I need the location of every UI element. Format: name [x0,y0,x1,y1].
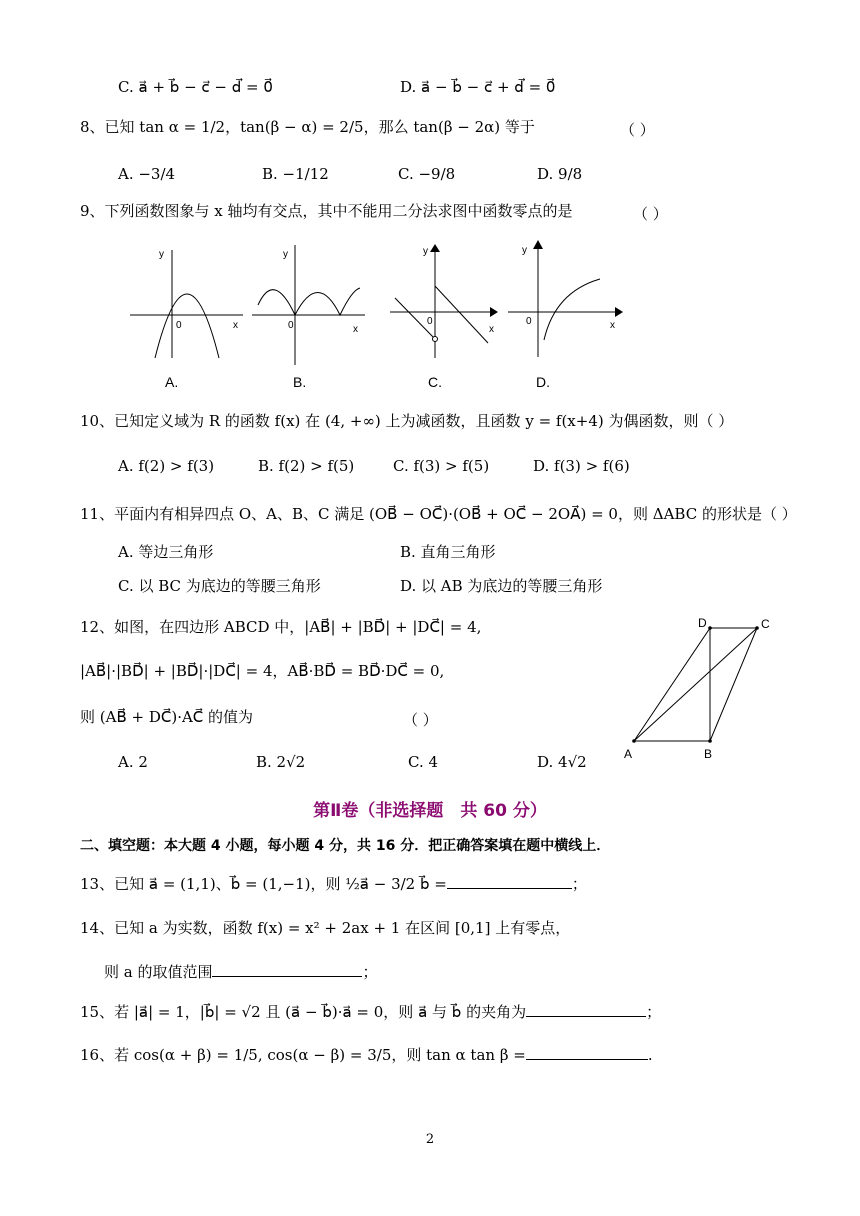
label-b: B [704,747,713,761]
x-axis-label: x [489,324,494,335]
q10-option-c: C. f(3) > f(5) [393,457,490,475]
y-axis-arrow-icon [430,244,440,252]
x-axis-label: x [233,320,238,331]
q9-graph-a-label: A. [165,374,179,390]
point-d [708,626,712,630]
q11-option-b: B. 直角三角形 [400,543,496,561]
q9-graph-b [250,240,370,370]
x-axis-arrow-icon [490,307,498,317]
label-c: C [761,617,770,631]
q14-line2-row [104,962,378,982]
q8-option-d: D. 9/8 [537,165,583,183]
q12-option-d: D. 4√2 [537,753,587,771]
q12-option-a: A. 2 [118,753,148,771]
q14-tail: ； [362,963,378,981]
origin-label: 0 [526,316,532,327]
wave-curve [258,288,360,315]
y-axis-label: y [423,246,428,257]
q9-graph-d-label: D. [536,374,550,390]
q13-answer-blank[interactable] [447,874,572,889]
origin-label: 0 [176,320,182,331]
right-branch [435,286,488,343]
q15-tail: ； [646,1003,662,1021]
q12-line3: 则 (AB⃗ + DC⃗)·AC⃗ 的值为 [80,708,254,726]
q16-line [80,1045,653,1065]
q8-stem: 8、已知 tan α = 1/2，tan(β − α) = 2/5，那么 tan(β − 2α) 等于 [80,118,535,136]
q9-answer-paren: （ ） [633,205,668,223]
q8-option-b: B. −1/12 [262,165,329,183]
x-axis-label: x [353,324,358,335]
parabola-curve [155,294,219,358]
section-2-title: 第Ⅱ卷（非选择题 共 60 分） [313,801,547,821]
q13-line [80,874,587,894]
q14-stem: 14、已知 a 为实数，函数 f(x) = x² + 2ax + 1 在区间 [0,1] 上有零点， [80,919,571,937]
q16-tail: . [647,1046,653,1064]
q7-option-d: D. a⃗ − b⃗ − c⃗ + d⃗ = 0⃗ [400,78,556,96]
q11-option-c: C. 以 BC 为底边的等腰三角形 [118,577,321,595]
q10-option-d: D. f(3) > f(6) [533,457,630,475]
label-d: D [698,616,707,630]
q8-answer-paren: （ ） [620,121,655,139]
q15-stem: 15、若 |a⃗| = 1，|b⃗| = √2 且 (a⃗ − b⃗)·a⃗ = 0，则 a⃗ 与 b⃗ 的夹角为 [80,1003,527,1021]
q9-graph-a [125,240,250,365]
point-c [755,626,759,630]
x-axis-arrow-icon [615,307,623,317]
q11-option-d: D. 以 AB 为底边的等腰三角形 [400,577,603,595]
open-point [433,337,438,342]
point-b [708,739,712,743]
origin-label: 0 [427,316,433,327]
q13-tail: ； [571,875,587,893]
x-axis-label: x [610,320,615,331]
y-axis-label: y [522,245,527,256]
q16-answer-blank[interactable] [526,1045,648,1060]
q11-stem: 11、平面内有相异四点 O、A、B、C 满足 (OB⃗ − OC⃗)·(OB⃗ + OC⃗ − 2OA⃗) = 0，则 ΔABC 的形状是（ ） [80,505,797,523]
section-2-intro: 二、填空题：本大题 4 小题，每小题 4 分，共 16 分．把正确答案填在题中横线上． [80,838,611,854]
page-number: 2 [425,1132,435,1147]
q9-graph-d [500,237,625,362]
q14-line2: 则 a 的取值范围 [104,963,213,981]
y-axis-label: y [283,249,288,260]
q9-graph-b-label: B. [293,374,307,390]
q9-stem: 9、下列函数图象与 x 轴均有交点，其中不能用二分法求图中函数零点的是 [80,202,573,220]
point-a [632,739,636,743]
y-axis-arrow-icon [533,240,543,249]
label-a: A [624,747,633,761]
log-curve [544,279,600,340]
q15-answer-blank[interactable] [526,1002,646,1017]
q11-option-a: A. 等边三角形 [118,543,214,561]
q7-option-c: C. a⃗ + b⃗ − c⃗ − d⃗ = 0⃗ [118,78,273,96]
q10-option-b: B. f(2) > f(5) [258,457,355,475]
q12-quadrilateral-figure [620,612,780,762]
q16-stem: 16、若 cos(α + β) = 1/5, cos(α − β) = 3/5，则 tan α tan β = [80,1046,526,1064]
q9-graph-c-label: C. [428,374,442,390]
q10-option-a: A. f(2) > f(3) [118,457,215,475]
segment-ad [634,628,710,741]
q12-option-b: B. 2√2 [256,753,306,771]
q13-stem: 13、已知 a⃗ = (1,1)、b⃗ = (1,−1)，则 ½a⃗ − 3/2 b⃗ = [80,875,447,893]
q12-option-c: C. 4 [408,753,439,771]
q9-graph-c [385,240,500,365]
q12-line2: |AB⃗|·|BD⃗| + |BD⃗|·|DC⃗| = 4，AB⃗·BD⃗ = BD⃗·DC⃗ = 0, [80,662,445,680]
y-axis-label: y [159,249,164,260]
q8-option-c: C. −9/8 [398,165,456,183]
q10-stem: 10、已知定义域为 R 的函数 f(x) 在 (4, +∞) 上为减函数，且函数 y = f(x+4) 为偶函数，则（ ） [80,412,734,430]
segment-ac [634,628,757,741]
origin-label: 0 [288,320,294,331]
q12-line1: 12、如图，在四边形 ABCD 中，|AB⃗| + |BD⃗| + |DC⃗| = 4, [80,618,482,636]
q15-line [80,1002,661,1022]
q8-option-a: A. −3/4 [118,165,176,183]
q12-answer-paren: （ ） [403,711,438,729]
segment-bc [710,628,757,741]
q14-answer-blank[interactable] [212,962,362,977]
